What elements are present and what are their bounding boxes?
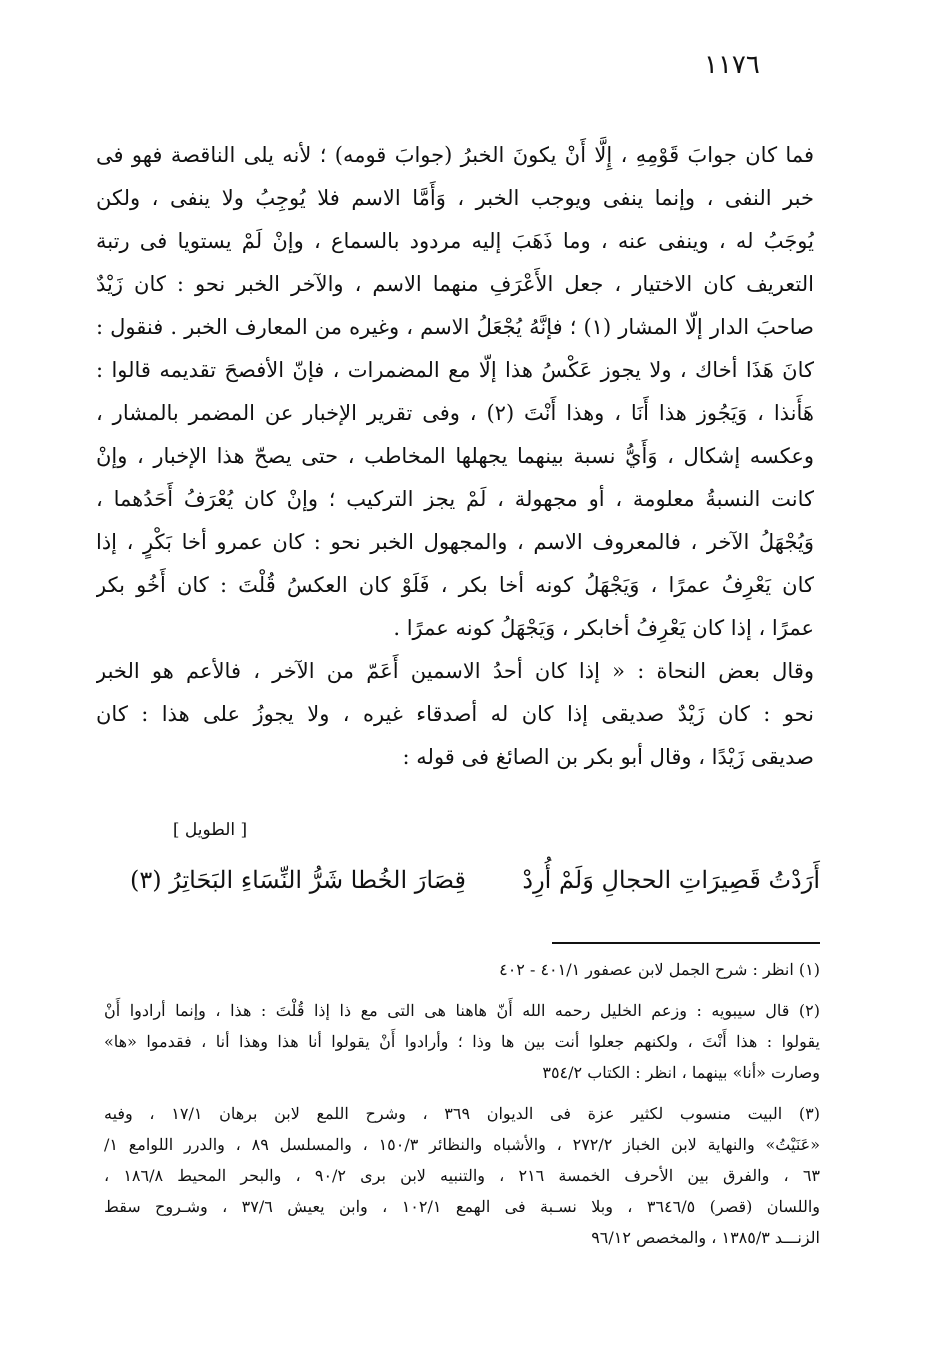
footnote-line: وصارت «أنا» بينهما ، انظر : الكتاب ٣٥٤/٢	[542, 1063, 820, 1082]
text-line: كانَ هَذَا أخاك ، ولا يجوز عَكْسُ هذا إلّا مع المضمرات ، فإنّ الأفصحَ تقديمه قالوا :	[96, 358, 814, 382]
text-line: فما كان جوابَ قَوْمِهِ ، إِلَّا أَنْ يكونَ الخبرُ (جوابَ قومه) ؛ لأنه يلى الناقصة فهو فى	[96, 143, 814, 167]
text-line: صاحبَ الدار إلّا المشار (١) ؛ فإنَّهُ يُجْعَلُ الاسم ، وغيره من المعارف الخبر . فنقول :	[96, 315, 814, 339]
footnote-line: «عَنَيْتُ» والنهاية لابن الخباز ٢٧٢/٢ ، والأشباه والنظائر ١٥٠/٣ ، والمسلسل ٨٩ ، والدرر اللوامع ١/	[104, 1135, 820, 1154]
main-text	[96, 134, 814, 779]
footnote-line: الزنـــد ١٣٨٥/٣ ، والمخصص ٩٦/١٢	[591, 1228, 820, 1247]
footnote-line: واللسان (قصر) ٣٦٤٦/٥ ، وبلا نسـبة فى الهمع ١٠٢/١ ، وابن يعيش ٣٧/٦ ، وشـروح سقط	[104, 1197, 820, 1216]
footnote-line: (٢) قال سيبويه : وزعم الخليل رحمه الله أَنّ هاهنا هى التى مع ذا إذا قُلْتَ : هذا ، وإنما أرادوا أَنْ	[104, 1001, 820, 1020]
footnote-line: (٣) البيت منسوب لكثير عزة فى الديوان ٣٦٩ ، وشرح اللمع لابن برهان ١٧/١ ، وفيه	[104, 1104, 820, 1123]
meter-tag: [ الطويل ]	[172, 820, 248, 840]
footnote-line: (١) انظر : شرح الجمل لابن عصفور ٤٠١/١ - ٤٠٢	[499, 960, 820, 979]
text-line: كان يَعْرِفُ عمرًا ، وَيَجْهَلُ كونه أخا بكر ، فَلَوْ كان العكسُ قُلْتَ : كان أَخُو بكر	[96, 573, 814, 597]
page-number: ١١٧٦	[704, 50, 760, 80]
text-line: نحو : كان زَيْدٌ صديقى إذا كان له أصدقاء غيره ، ولا يجوزُ على هذا : كان	[96, 702, 814, 726]
footnotes	[104, 954, 820, 1253]
footnote-3	[104, 1098, 820, 1253]
text-line: عمرًا ، إذا كان يَعْرِفُ أخابكر ، وَيَجْهَلُ كونه عمرًا .	[393, 616, 814, 640]
verse-first-hemistich: أَرَدْتُ قَصِيرَاتِ الحجالِ وَلَمْ أُرِدْ	[522, 866, 820, 894]
poetry-verse	[130, 858, 820, 908]
text-line: وعكسه إشكال ، وَأَيُّ نسبة بينهما يجهلها المخاطب ، حتى يصحّ هذا الإخبار ، وإنْ	[96, 444, 814, 468]
footnote-line: يقولوا : هذا أَنْتَ ، ولكنهم جعلوا أنت بين ها وذا ؛ وأرادوا أَنْ يقولوا أنا هذا وهذا أنا ، فقدموا «ها»	[104, 1032, 820, 1051]
text-line: خبر النفى ، وإنما ينفى ويوجب الخبر ، وَأَمَّا الاسم فلا يُوجِبُ ولا ينفى ، ولكن	[96, 186, 814, 210]
footnote-separator	[552, 942, 820, 944]
footnote-line: ٦٣ ، والفرق بين الأحرف الخمسة ٢١٦ ، والتنبيه لابن برى ٩٠/٢ ، والبحر المحيط ١٨٦/٨ ،	[104, 1166, 820, 1185]
text-line: يُوجَبُ له ، وينفى عنه ، وما ذَهَبَ إليه مردود بالسماع ، وإنْ لَمْ يستويا فى رتبة	[96, 229, 814, 253]
text-line: صديقى زَيْدًا ، وقال أبو بكر بن الصائغ فى قوله :	[402, 745, 814, 769]
verse-second-hemistich: قِصَارَ الخُطا شَرُّ النِّسَاءِ البَحَاتِرُ (٣)	[130, 866, 466, 894]
text-line: كانت النسبةُ معلومة ، أو مجهولة ، لَمْ يجز التركيب ؛ وإنْ كان يُعْرَفُ أَحَدُهما ،	[96, 487, 814, 511]
text-line: وقال بعض النحاة : « إذا كان أحدُ الاسمين أَعَمّ من الآخر ، فالأعم هو الخبر	[96, 659, 814, 683]
text-line: التعريف كان الاختيار ، جعل الأَعْرَفِ منهما الاسم ، والآخر الخبر نحو : كان زَيْدٌ	[96, 272, 814, 296]
text-line: هَأَنذا ، وَيَجُوز هذا أَنَا ، وهذا أَنْتَ (٢) ، وفى تقرير الإخبار عن المضمر بالمشار ،	[96, 401, 814, 425]
text-line: وَيُجْهَلُ الآخر ، فالمعروف الاسم ، والمجهول الخبر نحو : كان عمرو أخا بَكْرٍ ، إذا	[96, 530, 814, 554]
footnote-1	[104, 954, 820, 985]
footnote-2	[104, 995, 820, 1088]
